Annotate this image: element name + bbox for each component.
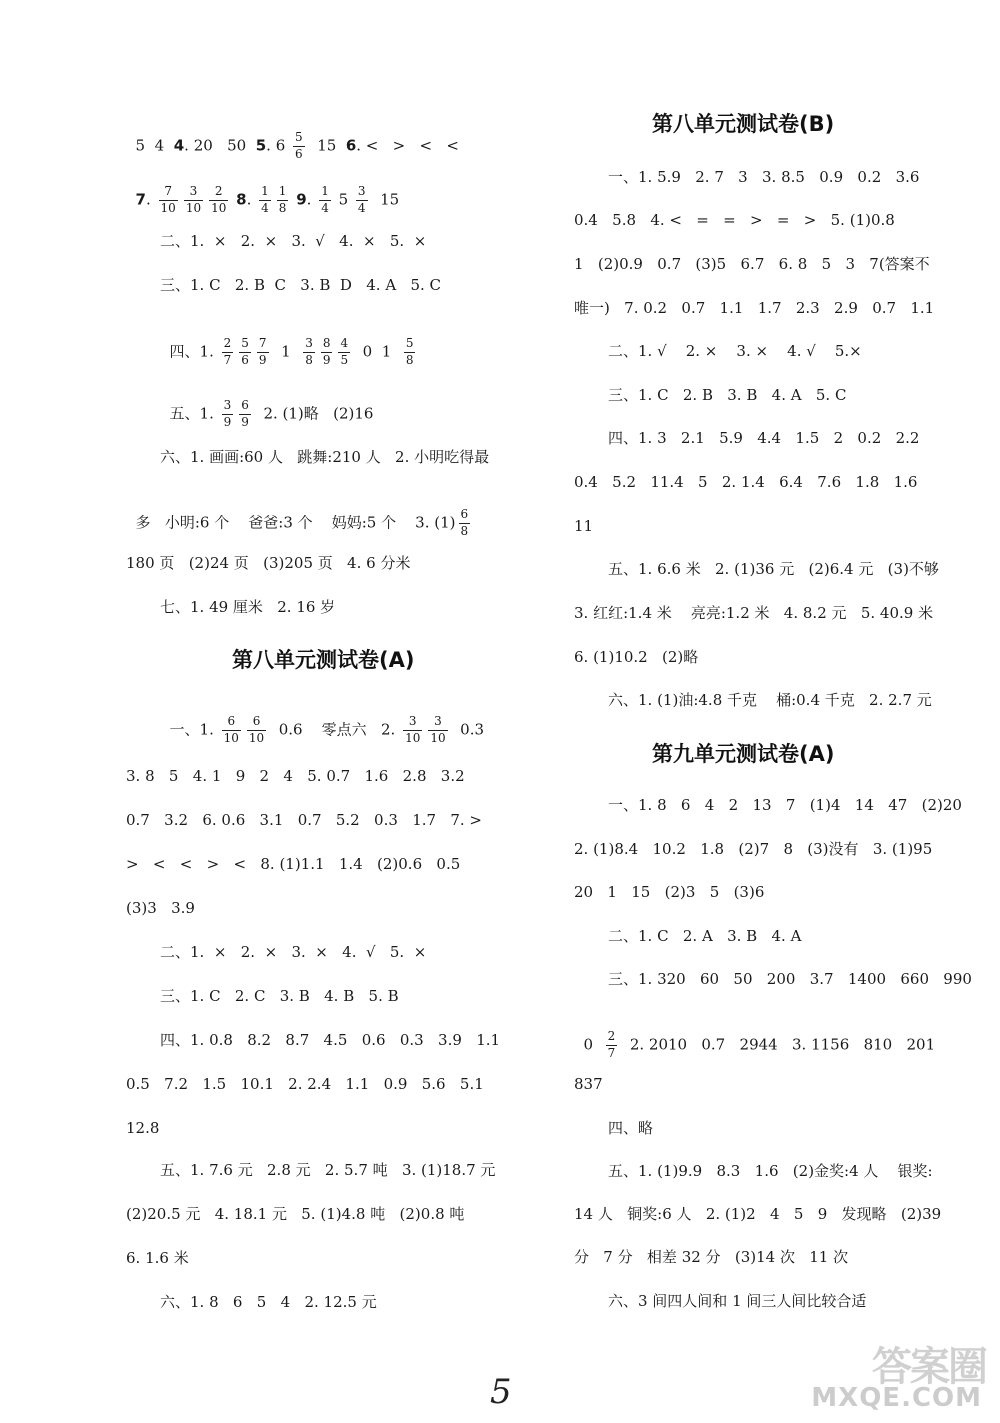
- left-a-line-2: 3. 8 5 4. 1 9 2 4 5. 0.7 1.6 2.8 3.2: [126, 767, 465, 785]
- fraction: $\frac{1}{4}$: [261, 184, 269, 215]
- left-a-line-6: 二、1. × 2. × 3. × 4. √ 5. ×: [160, 943, 427, 961]
- left-a-line-1: 一、1. $\frac{6}{10}$ $\frac{6}{10}$ 0.6 零点六 2. $\frac{3}{10}$ $\frac{3}{10}$ 0.3: [169, 714, 485, 745]
- left-line-10: 七、1. 49 厘米 2. 16 岁: [160, 598, 336, 616]
- right-c-line-3: 20 1 15 (2)3 5 (3)6: [574, 883, 765, 901]
- right-c-line-10: 14 人 铜奖:6 人 2. (1)2 4 5 9 发现略 (2)39: [574, 1205, 942, 1223]
- fraction: $\frac{2}{10}$: [211, 184, 227, 215]
- right-b-line-3: 1 (2)0.9 0.7 (3)5 6.7 6. 8 5 3 7(答案不: [574, 255, 930, 273]
- right-c-line-11: 分 7 分 相差 32 分 (3)14 次 11 次: [574, 1248, 849, 1266]
- fraction: $\frac{3}{8}$: [305, 336, 313, 367]
- right-c-line-12: 六、3 间四人间和 1 间三人间比较合适: [608, 1292, 867, 1310]
- right-c-line-8: 四、略: [608, 1119, 654, 1137]
- right-b-line-9: 11: [574, 517, 594, 535]
- left-a-line-4: > < < > < 8. (1)1.1 1.4 (2)0.6 0.5: [126, 855, 461, 873]
- left-a-line-3: 0.7 3.2 6. 0.6 3.1 0.7 5.2 0.3 1.7 7. >: [126, 811, 483, 829]
- left-a-line-5: (3)3 3.9: [126, 899, 195, 917]
- fraction: $\frac{3}{10}$: [185, 184, 202, 215]
- section-heading-8b: 第八单元测试卷(B): [652, 112, 835, 136]
- fraction: $\frac{8}{9}$: [322, 336, 331, 367]
- left-line-5: 四、1. $\frac{2}{7}$ $\frac{5}{6}$ $\frac{7}{9}$ 1 $\frac{3}{8}$ $\frac{8}{9}$ $\frac{4}{5}$ 0 1 $\frac{5}{8}$: [169, 336, 414, 367]
- left-a-line-14: 六、1. 8 6 5 4 2. 12.5 元: [160, 1293, 377, 1311]
- right-b-line-13: 六、1. (1)油:4.8 千克 桶:0.4 千克 2. 2.7 元: [608, 691, 932, 709]
- right-c-line-7: 837: [574, 1075, 603, 1093]
- watermark-logo: 答案圈: [872, 1344, 986, 1390]
- fraction: $\frac{6}{10}$: [223, 714, 239, 745]
- fraction: $\frac{2}{7}$: [223, 336, 232, 367]
- fraction: $\frac{3}{10}$: [405, 714, 421, 745]
- left-line-3: 二、1. × 2. × 3. √ 4. × 5. ×: [160, 232, 427, 250]
- right-b-line-5: 二、1. √ 2. × 3. × 4. √ 5.×: [608, 342, 862, 360]
- fraction: $\frac{3}{9}$: [223, 398, 232, 429]
- right-c-line-5: 三、1. 320 60 50 200 3.7 1400 660 990: [608, 970, 972, 988]
- left-a-line-10: 12.8: [126, 1119, 160, 1137]
- left-line-9: 180 页 (2)24 页 (3)205 页 4. 6 分米: [126, 554, 411, 572]
- left-line-6: 五、1. $\frac{3}{9}$ $\frac{6}{9}$ 2. (1)略 (2)16: [169, 398, 374, 429]
- left-a-line-13: 6. 1.6 米: [126, 1249, 189, 1267]
- right-b-line-4: 唯一) 7. 0.2 0.7 1.1 1.7 2.3 2.9 0.7 1.1: [574, 299, 935, 317]
- right-b-line-2: 0.4 5.8 4. < = = > = > 5. (1)0.8: [574, 211, 895, 229]
- fraction: $\frac{5}{6}$: [295, 130, 303, 161]
- fraction: $\frac{4}{5}$: [340, 336, 349, 367]
- left-line-8: 多 小明:6 个 爸爸:3 个 妈妈:5 个 3. (1) $\frac{6}{8}$: [135, 507, 469, 538]
- fraction: $\frac{6}{9}$: [241, 398, 249, 429]
- fraction: $\frac{2}{7}$: [607, 1029, 616, 1060]
- right-b-line-1: 一、1. 5.9 2. 7 3 3. 8.5 0.9 0.2 3.6: [608, 168, 920, 186]
- fraction: $\frac{5}{8}$: [405, 336, 414, 367]
- right-c-line-1: 一、1. 8 6 4 2 13 7 (1)4 14 47 (2)20: [608, 796, 962, 814]
- right-b-line-7: 四、1. 3 2.1 5.9 4.4 1.5 2 0.2 2.2: [608, 429, 920, 447]
- fraction: $\frac{1}{8}$: [278, 184, 287, 215]
- fraction: $\frac{7}{10}$: [160, 184, 176, 215]
- right-b-line-11: 3. 红红:1.4 米 亮亮:1.2 米 4. 8.2 元 5. 40.9 米: [574, 604, 934, 622]
- left-a-line-9: 0.5 7.2 1.5 10.1 2. 2.4 1.1 0.9 5.6 5.1: [126, 1075, 484, 1093]
- right-c-line-9: 五、1. (1)9.9 8.3 1.6 (2)金奖:4 人 银奖:: [608, 1162, 933, 1180]
- left-line-4: 三、1. C 2. B C 3. B D 4. A 5. C: [160, 276, 442, 294]
- right-c-line-6: 0 $\frac{2}{7}$ 2. 2010 0.7 2944 3. 1156 810 201: [583, 1029, 936, 1060]
- fraction: $\frac{3}{4}$: [357, 184, 366, 215]
- left-a-line-12: (2)20.5 元 4. 18.1 元 5. (1)4.8 吨 (2)0.8 吨: [126, 1205, 465, 1223]
- left-a-line-7: 三、1. C 2. C 3. B 4. B 5. B: [160, 987, 399, 1005]
- left-line-1: 5 4 4. 20 50 5. 6 $\frac{5}{6}$ 15 6. < > < <: [135, 130, 459, 161]
- right-b-line-10: 五、1. 6.6 米 2. (1)36 元 (2)6.4 元 (3)不够: [608, 560, 939, 578]
- fraction: $\frac{7}{9}$: [258, 336, 267, 367]
- right-b-line-8: 0.4 5.2 11.4 5 2. 1.4 6.4 7.6 1.8 1.6: [574, 473, 918, 491]
- right-b-line-12: 6. (1)10.2 (2)略: [574, 648, 699, 666]
- right-c-line-2: 2. (1)8.4 10.2 1.8 (2)7 8 (3)没有 3. (1)95: [574, 840, 933, 858]
- fraction: $\frac{6}{8}$: [460, 507, 469, 538]
- fraction: $\frac{1}{4}$: [321, 184, 329, 215]
- watermark: [811, 1335, 986, 1415]
- right-b-line-6: 三、1. C 2. B 3. B 4. A 5. C: [608, 386, 847, 404]
- fraction: $\frac{3}{10}$: [430, 714, 446, 745]
- section-heading-9a: 第九单元测试卷(A): [652, 742, 835, 766]
- fraction: $\frac{6}{10}$: [248, 714, 265, 745]
- watermark-url: MXQE.COM: [811, 1383, 982, 1413]
- left-a-line-11: 五、1. 7.6 元 2.8 元 2. 5.7 吨 3. (1)18.7 元: [160, 1161, 496, 1179]
- left-a-line-8: 四、1. 0.8 8.2 8.7 4.5 0.6 0.3 3.9 1.1: [160, 1031, 501, 1049]
- fraction: $\frac{5}{6}$: [241, 336, 249, 367]
- left-line-2: 7. $\frac{7}{10}$ $\frac{3}{10}$ $\frac{2}{10}$ 8. $\frac{1}{4}$ $\frac{1}{8}$ 9. $\frac{1}{4}$ 5 $\frac{3}{4}$ 15: [135, 184, 400, 215]
- section-heading-8a: 第八单元测试卷(A): [232, 648, 415, 672]
- right-c-line-4: 二、1. C 2. A 3. B 4. A: [608, 927, 802, 945]
- page-number: 5: [490, 1372, 512, 1412]
- left-line-7: 六、1. 画画:60 人 跳舞:210 人 2. 小明吃得最: [160, 448, 490, 466]
